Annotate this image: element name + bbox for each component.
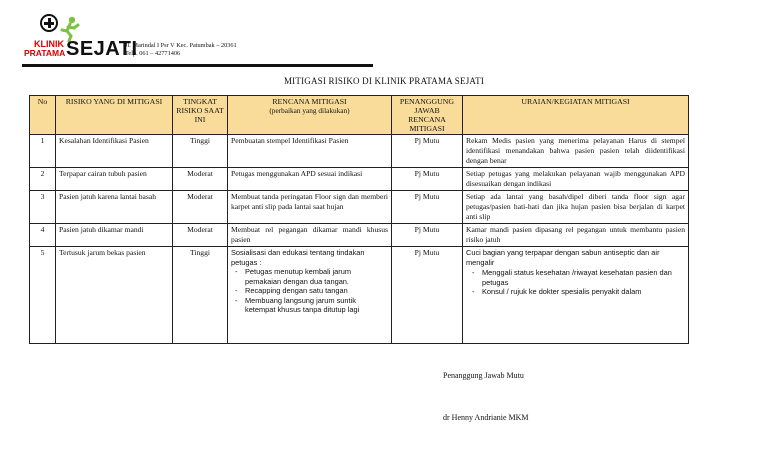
cell-uraian: Rekam Medis pasien yang menerima pelayanan Harus di stempel identifikasi menandakan bahwa pasien pasien telah diidentifikasi dengan benar <box>463 135 689 168</box>
cell-pj: Pj Mutu <box>392 224 463 247</box>
cell-risiko: Pasien jatuh dikamar mandi <box>56 224 173 247</box>
header-risiko: RISIKO YANG DI MITIGASI <box>56 96 173 135</box>
header-no: No <box>30 96 56 135</box>
cell-rencana <box>228 247 392 344</box>
header-rencana-title: RENCANA MITIGASI <box>272 97 347 106</box>
cell-tingkat: Tinggi <box>173 247 228 344</box>
cell-uraian: Setiap petugas yang melakukan pelayanan wajib menggunakan APD disesuaikan dengan indikasi <box>463 168 689 191</box>
cell-risiko: Pasien jatuh karena lantai basah <box>56 191 173 224</box>
risk-mitigation-table <box>29 95 689 344</box>
rencana-item: - Petugas menutup kembali jarum pemakaian dengan dua tangan. <box>245 267 388 286</box>
table-header-row <box>30 96 689 135</box>
document-title: MITIGASI RISIKO DI KLINIK PRATAMA SEJATI <box>283 76 485 86</box>
clinic-logo <box>22 14 138 64</box>
header-rencana <box>228 96 392 135</box>
rencana-intro: Sosialisasi dan edukasi tentang tindakan petugas : <box>231 248 365 267</box>
cell-uraian: Kamar mandi pasien dipasang rel pegangan untuk membantu pasien risiko jatuh <box>463 224 689 247</box>
cell-uraian: Setiap ada lantai yang basah/dipel diberi tanda floor sign agar petugas/pasien hati-hati dan jika hujan pasien bisa berjalan di karpet anti slip <box>463 191 689 224</box>
table-row <box>30 247 689 344</box>
cell-pj: Pj Mutu <box>392 135 463 168</box>
cell-tingkat: Moderat <box>173 168 228 191</box>
rencana-item: - Recapping dengan satu tangan <box>245 286 388 296</box>
cell-uraian <box>463 247 689 344</box>
cell-pj: Pj Mutu <box>392 191 463 224</box>
table-row <box>30 168 689 191</box>
cell-rencana: Membuat rel pegangan dikamar mandi khusus pasien <box>228 224 392 247</box>
clinic-address <box>125 42 237 58</box>
signature-role: Penanggung Jawab Mutu <box>443 371 524 380</box>
phone-line: Telp. 061 – 42771406 <box>125 50 181 57</box>
signature-name: dr Henny Andrianie MKM <box>443 413 529 422</box>
table-row <box>30 224 689 247</box>
uraian-intro: Cuci bagian yang terpapar dengan sabun antiseptic dan air mengalir <box>466 248 660 267</box>
address-line: Jl. Marindal I Psr V Kec. Patumbak – 20361 <box>125 42 237 49</box>
cell-tingkat: Tinggi <box>173 135 228 168</box>
cell-no: 1 <box>30 135 56 168</box>
uraian-item: - Konsul / rujuk ke dokter spesialis penyakit dalam <box>482 287 685 297</box>
table-row <box>30 191 689 224</box>
cell-no: 3 <box>30 191 56 224</box>
cell-risiko: Kesalahan Identifikasi Pasien <box>56 135 173 168</box>
cell-rencana: Pembuatan stempel Identifikasi Pasien <box>228 135 392 168</box>
cell-pj: Pj Mutu <box>392 168 463 191</box>
cell-no: 5 <box>30 247 56 344</box>
logo-text-pratama: PRATAMA <box>24 48 66 58</box>
header-penanggung-jawab: PENANGGUNG JAWAB RENCANA MITIGASI <box>392 96 463 135</box>
cell-tingkat: Moderat <box>173 191 228 224</box>
uraian-item: - Menggali status kesehatan /riwayat kesehatan pasien dan petugas <box>482 268 685 287</box>
header-uraian: URAIAN/KEGIATAN MITIGASI <box>463 96 689 135</box>
logo-text-sejati: SEJATI <box>66 38 138 60</box>
table-row <box>30 135 689 168</box>
cell-no: 4 <box>30 224 56 247</box>
header-rencana-subtitle: (perbaikan yang dilakukan) <box>269 106 350 115</box>
cell-rencana: Petugas menggunakan APD sesuai indikasi <box>228 168 392 191</box>
cell-no: 2 <box>30 168 56 191</box>
cell-risiko: Terpapar cairan tubuh pasien <box>56 168 173 191</box>
header-divider <box>22 64 373 67</box>
rencana-item: - Membuang langsung jarum suntik ketempat khusus tanpa ditutup lagi <box>245 296 388 315</box>
logo-text-klinik: KLINIK <box>34 39 64 49</box>
header-tingkat: TINGKAT RISIKO SAAT INI <box>173 96 228 135</box>
cell-rencana: Membuat tanda peringatan Floor sign dan memberi karpet anti slip pada lantai saat hujan <box>228 191 392 224</box>
cell-risiko: Tertusuk jarum bekas pasien <box>56 247 173 344</box>
cell-tingkat: Moderat <box>173 224 228 247</box>
cell-pj: Pj Mutu <box>392 247 463 344</box>
medical-cross-icon <box>40 14 58 32</box>
